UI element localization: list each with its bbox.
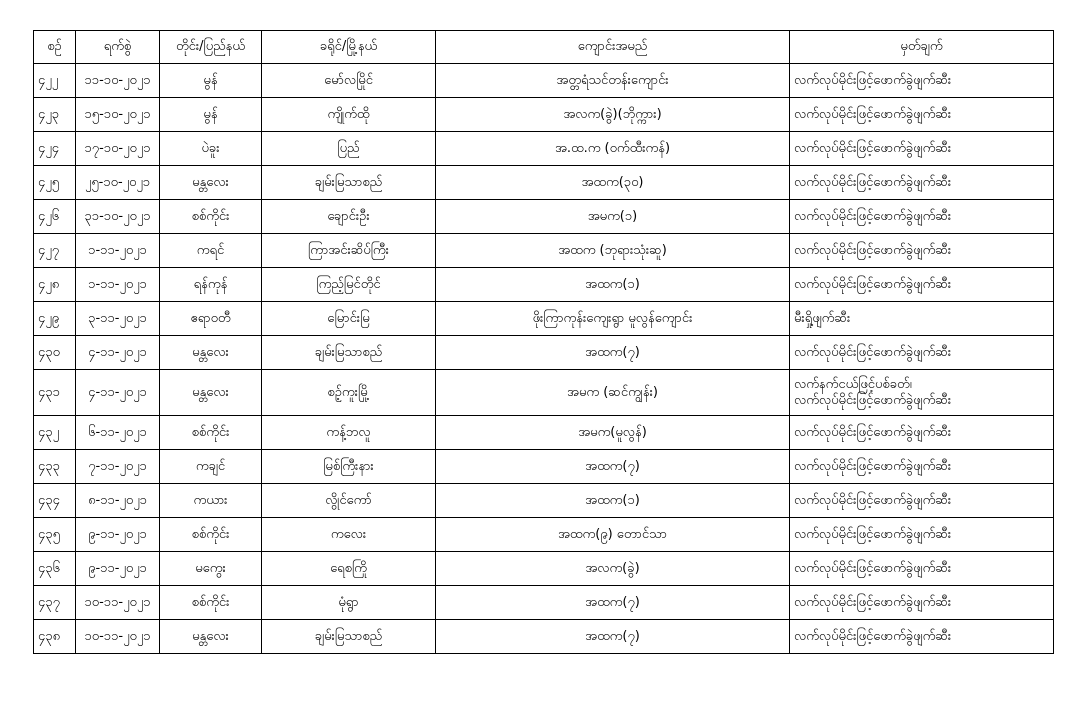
cell-township: မော်လမြိုင်: [262, 64, 436, 98]
table-row: [34, 302, 1054, 336]
cell-date: ၁-၁၁-၂၀၂၁: [76, 234, 160, 268]
cell-date: ၃၁-၁၀-၂၀၂၁: [76, 200, 160, 234]
cell-remarks: [790, 268, 1054, 302]
cell-region: စစ်ကိုင်း: [160, 586, 262, 620]
cell-township: ရေစကြို: [262, 552, 436, 586]
cell-remarks: [790, 234, 1054, 268]
table-row: [34, 450, 1054, 484]
cell-region: ကချင်: [160, 450, 262, 484]
remark-line: လက်လုပ်မိုင်းဖြင့်ဖောက်ခွဲဖျက်ဆီး: [794, 242, 952, 258]
table-row: [34, 166, 1054, 200]
cell-township: ကျိုက်ထို: [262, 98, 436, 132]
table-row: [34, 518, 1054, 552]
table-row: [34, 132, 1054, 166]
cell-serial-no: ၄၂၃: [34, 98, 76, 132]
cell-township: မြစ်ကြီးနား: [262, 450, 436, 484]
cell-township: ကလေး: [262, 518, 436, 552]
cell-date: ၃-၁၁-၂၀၂၁: [76, 302, 160, 336]
cell-date: ၇-၁၁-၂၀၂၁: [76, 450, 160, 484]
cell-remarks: [790, 416, 1054, 450]
remark-line: လက်လုပ်မိုင်းဖြင့်ဖောက်ခွဲဖျက်ဆီး: [794, 276, 952, 292]
cell-township: ပြည်: [262, 132, 436, 166]
table-row: [34, 370, 1054, 416]
cell-region: စစ်ကိုင်း: [160, 518, 262, 552]
cell-date: ၉-၁၁-၂၀၂၁: [76, 552, 160, 586]
cell-region: စစ်ကိုင်း: [160, 416, 262, 450]
cell-school-name: အလက(ခွဲ): [436, 552, 790, 586]
cell-remarks: [790, 64, 1054, 98]
remark-line: လက်လုပ်မိုင်းဖြင့်ဖောက်ခွဲဖျက်ဆီး: [794, 560, 952, 576]
remark-line: လက်လုပ်မိုင်းဖြင့်ဖောက်ခွဲဖျက်ဆီး: [794, 492, 952, 508]
cell-school-name: ဖိုးကြာကုန်းကျေးရွာ မူလွန်ကျောင်း: [436, 302, 790, 336]
cell-remarks: [790, 370, 1054, 416]
header-township: ခရိုင်/မြို့နယ်: [262, 31, 436, 64]
cell-school-name: အမက(၁): [436, 200, 790, 234]
cell-serial-no: ၄၃၅: [34, 518, 76, 552]
cell-region: ကရင်: [160, 234, 262, 268]
remark-line: လက်လုပ်မိုင်းဖြင့်ဖောက်ခွဲဖျက်ဆီး: [794, 174, 952, 190]
cell-date: ၁၅-၁၀-၂၀၂၁: [76, 98, 160, 132]
cell-township: မြောင်းမြ: [262, 302, 436, 336]
cell-date: ၂၅-၁၀-၂၀၂၁: [76, 166, 160, 200]
cell-serial-no: ၄၃၄: [34, 484, 76, 518]
cell-school-name: အထက(၇): [436, 450, 790, 484]
cell-school-name: အထက(၇): [436, 336, 790, 370]
cell-region: မကွေး: [160, 552, 262, 586]
cell-serial-no: ၄၂၇: [34, 234, 76, 268]
table-header-row: [34, 31, 1054, 64]
cell-remarks: [790, 302, 1054, 336]
cell-serial-no: ၄၃၆: [34, 552, 76, 586]
remark-line: လက်လုပ်မိုင်းဖြင့်ဖောက်ခွဲဖျက်ဆီး: [794, 526, 952, 542]
table-row: [34, 98, 1054, 132]
table-row: [34, 200, 1054, 234]
cell-region: မွန်: [160, 64, 262, 98]
cell-township: ချောင်းဦး: [262, 200, 436, 234]
cell-region: မွန်: [160, 98, 262, 132]
header-remarks: မှတ်ချက်: [790, 31, 1054, 64]
cell-school-name: အမက(မူလွန်): [436, 416, 790, 450]
cell-township: ကြည့်မြင်တိုင်: [262, 268, 436, 302]
remark-line: လက်လုပ်မိုင်းဖြင့်ဖောက်ခွဲဖျက်ဆီး: [794, 208, 952, 224]
table-row: [34, 552, 1054, 586]
cell-serial-no: ၄၂၂: [34, 64, 76, 98]
cell-date: ၁၀-၁၁-၂၀၂၁: [76, 586, 160, 620]
cell-serial-no: ၄၂၈: [34, 268, 76, 302]
cell-region: ဧရာဝတီ: [160, 302, 262, 336]
cell-serial-no: ၄၂၉: [34, 302, 76, 336]
cell-date: ၁၀-၁၁-၂၀၂၁: [76, 620, 160, 654]
incident-table: [33, 30, 1054, 654]
table-row: [34, 64, 1054, 98]
cell-remarks: [790, 166, 1054, 200]
cell-remarks: [790, 98, 1054, 132]
cell-serial-no: ၄၃၈: [34, 620, 76, 654]
cell-school-name: အထက(၇): [436, 586, 790, 620]
cell-remarks: [790, 586, 1054, 620]
cell-region: စစ်ကိုင်း: [160, 200, 262, 234]
cell-remarks: [790, 132, 1054, 166]
cell-date: ၆-၁၁-၂၀၂၁: [76, 416, 160, 450]
cell-date: ၁၁-၁၀-၂၀၂၁: [76, 64, 160, 98]
remark-line: လက်လုပ်မိုင်းဖြင့်ဖောက်ခွဲဖျက်ဆီး: [794, 140, 952, 156]
header-region: တိုင်း/ပြည်နယ်: [160, 31, 262, 64]
cell-township: ချမ်းမြသာစည်: [262, 620, 436, 654]
cell-school-name: အထက(၁): [436, 484, 790, 518]
cell-serial-no: ၄၃၁: [34, 370, 76, 416]
cell-serial-no: ၄၃၃: [34, 450, 76, 484]
cell-date: ၈-၁၁-၂၀၂၁: [76, 484, 160, 518]
remark-line: လက်လုပ်မိုင်းဖြင့်ဖောက်ခွဲဖျက်ဆီး: [794, 458, 952, 474]
cell-remarks: [790, 620, 1054, 654]
table-row: [34, 416, 1054, 450]
cell-remarks: [790, 450, 1054, 484]
cell-school-name: အမက (ဆင်ကျွန်း): [436, 370, 790, 416]
cell-region: မန္တလေး: [160, 336, 262, 370]
cell-remarks: [790, 200, 1054, 234]
cell-remarks: [790, 484, 1054, 518]
remark-line: လက်လုပ်မိုင်းဖြင့်ဖောက်ခွဲဖျက်ဆီး: [794, 344, 952, 360]
cell-region: ပဲခူး: [160, 132, 262, 166]
header-serial-no: စဉ်: [34, 31, 76, 64]
cell-serial-no: ၄၂၅: [34, 166, 76, 200]
cell-township: လွိုင်ကော်: [262, 484, 436, 518]
cell-school-name: အ.ထ.က (ဝက်ထီးကန်): [436, 132, 790, 166]
cell-serial-no: ၄၃၀: [34, 336, 76, 370]
cell-township: စဉ့်ကူးမြို့: [262, 370, 436, 416]
cell-school-name: အလက(ခွဲ)(ဘိုက္ကား): [436, 98, 790, 132]
cell-township: ချမ်းမြသာစည်: [262, 336, 436, 370]
cell-township: ချမ်းမြသာစည်: [262, 166, 436, 200]
remark-line: လက်လုပ်မိုင်းဖြင့်ဖောက်ခွဲဖျက်ဆီး: [794, 628, 952, 644]
cell-township: ကန့်ဘလူ: [262, 416, 436, 450]
cell-remarks: [790, 552, 1054, 586]
table-row: [34, 484, 1054, 518]
table-row: [34, 620, 1054, 654]
remark-line: လက်နက်ငယ်ဖြင့်ပစ်ခတ်၊: [794, 376, 912, 392]
cell-date: ၉-၁၁-၂၀၂၁: [76, 518, 160, 552]
header-date: ရက်စွဲ: [76, 31, 160, 64]
cell-date: ၁-၁၁-၂၀၂၁: [76, 268, 160, 302]
cell-region: မန္တလေး: [160, 620, 262, 654]
remark-line: လက်လုပ်မိုင်းဖြင့်ဖောက်ခွဲဖျက်ဆီး: [794, 106, 952, 122]
remark-line: လက်လုပ်မိုင်းဖြင့်ဖောက်ခွဲဖျက်ဆီး: [794, 72, 952, 88]
cell-school-name: အထက(၁): [436, 268, 790, 302]
cell-serial-no: ၄၂၄: [34, 132, 76, 166]
cell-school-name: အထက(၉) တောင်သာ: [436, 518, 790, 552]
cell-school-name: အထက(၇): [436, 620, 790, 654]
cell-region: ရန်ကုန်: [160, 268, 262, 302]
remark-line: လက်လုပ်မိုင်းဖြင့်ဖောက်ခွဲဖျက်ဆီး: [794, 594, 952, 610]
cell-date: ၄-၁၁-၂၀၂၁: [76, 370, 160, 416]
table-body: [34, 64, 1054, 654]
table-row: [34, 268, 1054, 302]
cell-township: မုံရွာ: [262, 586, 436, 620]
cell-remarks: [790, 518, 1054, 552]
table-row: [34, 234, 1054, 268]
cell-school-name: အထက(၃၀): [436, 166, 790, 200]
cell-township: ကြာအင်းဆိပ်ကြီး: [262, 234, 436, 268]
cell-region: မန္တလေး: [160, 166, 262, 200]
cell-school-name: အထက (ဘုရားသုံးဆူ): [436, 234, 790, 268]
table-row: [34, 336, 1054, 370]
cell-date: ၁၇-၁၀-၂၀၂၁: [76, 132, 160, 166]
cell-school-name: အတ္တရံသင်တန်းကျောင်း: [436, 64, 790, 98]
remark-line: လက်လုပ်မိုင်းဖြင့်ဖောက်ခွဲဖျက်ဆီး: [794, 424, 952, 440]
cell-serial-no: ၄၃၂: [34, 416, 76, 450]
cell-serial-no: ၄၂၆: [34, 200, 76, 234]
cell-region: မန္တလေး: [160, 370, 262, 416]
header-school-name: ကျောင်းအမည်: [436, 31, 790, 64]
remark-line: မီးရှို့ဖျက်ဆီး: [794, 310, 851, 326]
remark-line: လက်လုပ်မိုင်းဖြင့်ဖောက်ခွဲဖျက်ဆီး: [794, 392, 952, 408]
cell-date: ၄-၁၁-၂၀၂၁: [76, 336, 160, 370]
table-row: [34, 586, 1054, 620]
cell-remarks: [790, 336, 1054, 370]
cell-region: ကယား: [160, 484, 262, 518]
cell-serial-no: ၄၃၇: [34, 586, 76, 620]
